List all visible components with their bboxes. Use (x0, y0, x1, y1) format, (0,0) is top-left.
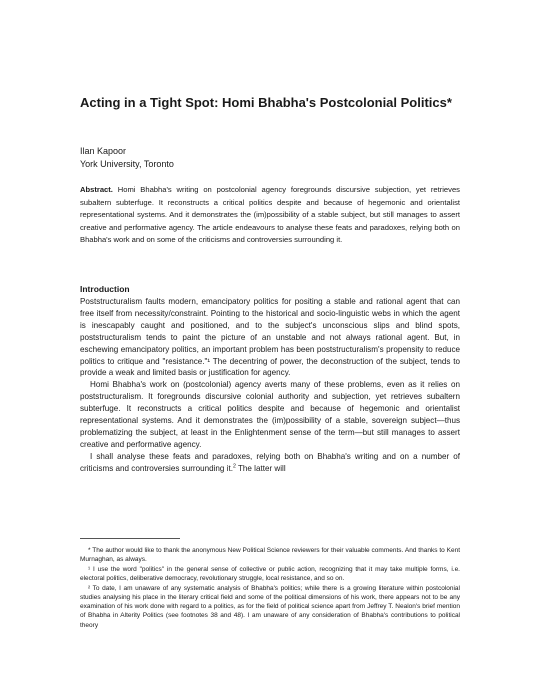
introduction-paragraph-1: Poststructuralism faults modern, emancipatory politics for positing a stable and rational agent that can free itself from necessity/constraint. Pointing to the historical and socio-linguistic webs in which the agent is inescapably caught and positioned, and to the subject's unconscious slips and blind spots, poststructuralism tends to paint the picture of an unstable and not always rational agent. But, in eschewing emancipatory politics, an important problem has been poststructuralism's propensity to reduce politics to critique and "resistance."¹ The decentring of power, the deconstruction of the subject, tends to provide a weak and limited basis or justification for agency. (80, 297, 460, 378)
section-heading-introduction: Introduction (80, 284, 130, 294)
footnote-1: ¹ I use the word "politics" in the general sense of collective or public action, recognizing that it may take multiple forms, i.e. electoral politics, deliberative democracy, revolutionary struggle, local resistance, and so on. (80, 565, 460, 583)
introduction-paragraph-3 (80, 451, 460, 475)
footnote-2: ² To date, I am unaware of any systematic analysis of Bhabha's politics; while there is a growing literature within postcolonial studies analysing his place in the literary critical field and some of the political dimensions of his work, there appears not to be any examination of his work done with regard to a politics, as for the field of political science apart from Jeffrey T. Nealon's brief mention of Bhabha in Alterity Politics (see footnotes 38 and 48). I am unaware of any consideration of Bhabha's contributions to political theory (80, 584, 460, 629)
footnote-divider (80, 538, 180, 539)
abstract (80, 184, 460, 247)
article-title: Acting in a Tight Spot: Homi Bhabha's Postcolonial Politics* (80, 95, 452, 110)
author-affiliation: York University, Toronto (80, 159, 174, 169)
abstract-label: Abstract. (80, 185, 113, 194)
paragraph-3-text: I shall analyse these feats and paradoxes, relying both on Bhabha's writing and on a number of criticisms and controversies surrounding it. (80, 451, 460, 473)
footnotes (80, 546, 460, 630)
introduction-body (80, 296, 460, 475)
author-name: Ilan Kapoor (80, 146, 127, 156)
author-block (80, 145, 174, 171)
footnote-acknowledgement: * The author would like to thank the anonymous New Political Science reviewers for their valuable comments. And thanks to Kent Murnaghan, as always. (80, 547, 460, 564)
abstract-text: Homi Bhabha's writing on postcolonial agency foregrounds discursive subjection, yet retrieves subaltern subterfuge. It reconstructs a critical politics despite and because of hegemonic and orientalist representational systems. And it demonstrates the (im)possibility of a stable subject, but still manages to assert creative and performative agency. The article endeavours to analyse these feats and paradoxes, relying both on Bhabha's work and on some of the criticisms and controversies surrounding it. (80, 185, 460, 244)
paragraph-3-tail: The latter will (235, 463, 286, 473)
introduction-paragraph-2: Homi Bhabha's work on (postcolonial) agency averts many of these problems, even as it relies on poststructuralism. It foregrounds discursive colonial authority and subjection, yet retrieves subaltern subterfuge. It reconstructs a critical politics despite and because of hegemonic and orientalist representational systems. And it demonstrates the (im)possibility of a stable, sovereign subject—thus problematizing the subject, at least in the Enlightenment sense of the term—but still manages to assert creative and performative agency. (80, 380, 460, 449)
footnote-marker-2: 2 (232, 463, 236, 469)
